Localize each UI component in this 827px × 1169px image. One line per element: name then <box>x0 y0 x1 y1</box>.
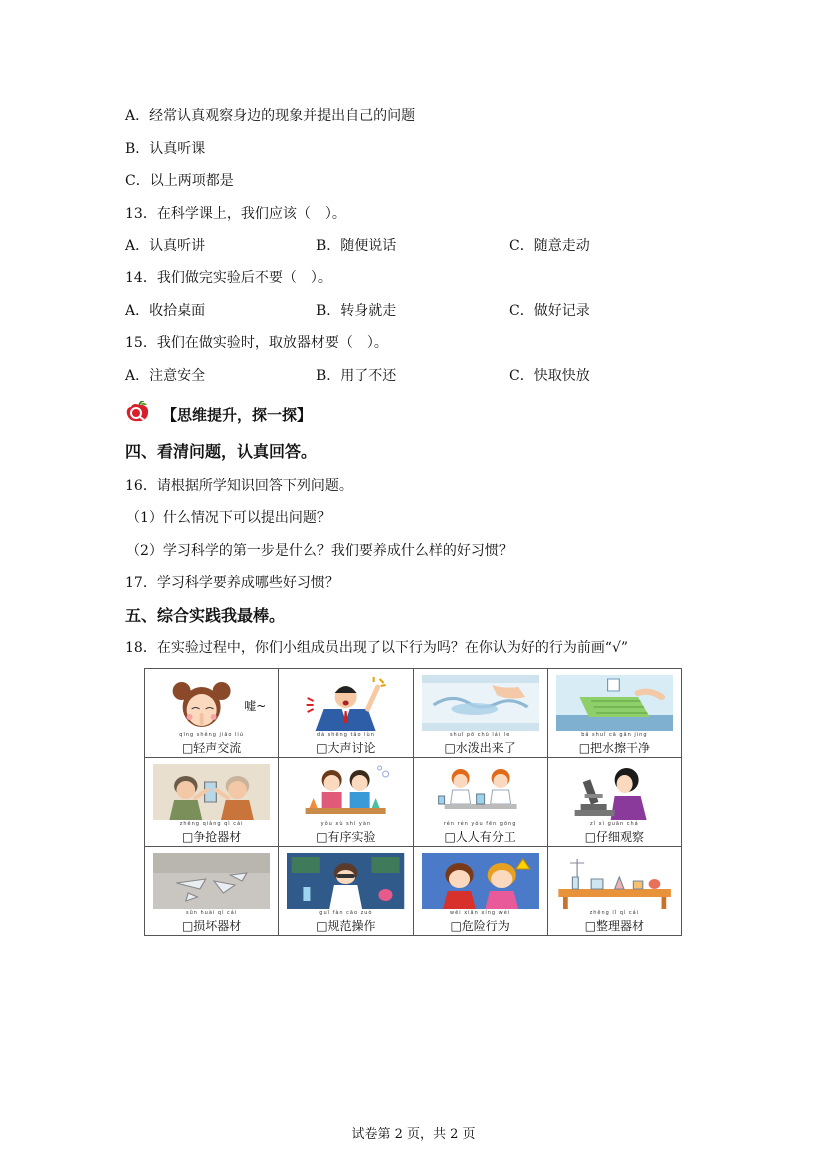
pinyin-label: zǐ xì guān chá <box>590 821 639 827</box>
danger-kids-icon <box>422 853 539 909</box>
grid-cell <box>413 669 547 758</box>
pinyin-label: zhēng qiǎng qì cái <box>179 821 244 827</box>
microscope-icon <box>556 764 673 820</box>
behavior-caption: □人人有分工 <box>444 830 516 844</box>
question-14: 14．我们做完实验后不要（ ）。 <box>125 270 332 286</box>
grid-cell <box>145 758 279 847</box>
q13-option-b: B．随便说话 <box>316 238 397 254</box>
q14-option-b: B．转身就走 <box>316 303 397 319</box>
wiping-table-icon <box>556 675 673 731</box>
shouting-man-icon <box>287 675 404 731</box>
q15-option-c: C．快取快放 <box>509 368 590 384</box>
q12-option-c: C．以上两项都是 <box>125 173 234 189</box>
grid-cell <box>413 758 547 847</box>
question-16-2: （2）学习科学的第一步是什么？我们要养成什么样的好习惯？ <box>126 543 513 559</box>
grid-cell <box>413 847 547 936</box>
grid-cell <box>279 758 413 847</box>
grid-cell <box>547 669 681 758</box>
question-13: 13．在科学课上，我们应该（ ）。 <box>125 206 346 222</box>
behavior-caption: □把水擦干净 <box>578 741 651 755</box>
pinyin-label: dà shēng tǎo lùn <box>316 732 375 738</box>
pinyin-label: qīng shēng jiāo liú <box>179 732 244 738</box>
behavior-caption: □争抢器材 <box>181 830 242 844</box>
teamwork-icon <box>422 764 539 820</box>
pinyin-label: zhěng lǐ qì cái <box>589 910 640 916</box>
behavior-caption: □整理器材 <box>584 919 645 933</box>
question-18: 18．在实验过程中，你们小组成员出现了以下行为吗？在你认为好的行为前画“√” <box>125 640 629 656</box>
q15-option-a: A．注意安全 <box>125 368 206 384</box>
whisper-bubble: 嘘~ <box>244 699 267 713</box>
behavior-caption: □大声讨论 <box>316 741 376 755</box>
grid-cell <box>145 669 279 758</box>
pinyin-label: yǒu xù shí yàn <box>320 821 372 827</box>
whisper-girl-icon <box>153 675 270 731</box>
behavior-caption: □水泼出来了 <box>444 741 516 755</box>
question-16: 16．请根据所学知识回答下列问题。 <box>125 478 353 494</box>
behavior-caption: □有序实验 <box>316 830 376 844</box>
question-15: 15．我们在做实验时，取放器材要（ ）。 <box>125 335 388 351</box>
behavior-grid <box>144 668 682 936</box>
pinyin-label: bǎ shuǐ cā gān jìng <box>581 732 648 738</box>
lab-operation-icon <box>287 853 404 909</box>
kids-experiment-icon <box>287 764 404 820</box>
behavior-caption: □仔细观察 <box>584 830 645 844</box>
grabbing-icon <box>153 764 270 820</box>
section-banner <box>124 403 312 425</box>
broken-glass-icon <box>153 853 270 909</box>
q13-option-c: C．随意走动 <box>509 238 590 254</box>
pinyin-label: wēi xiǎn xíng wéi <box>450 910 511 916</box>
question-16-1: （1）什么情况下可以提出问题？ <box>126 510 331 526</box>
apple-magnifier-icon <box>124 401 158 427</box>
behavior-caption: □规范操作 <box>316 919 376 933</box>
question-17: 17．学习科学要养成哪些好习惯？ <box>125 575 339 591</box>
grid-cell <box>279 847 413 936</box>
tidy-equipment-icon <box>556 853 673 909</box>
section-4-title: 四、看清问题，认真回答。 <box>125 442 318 461</box>
grid-cell <box>145 847 279 936</box>
q15-option-b: B．用了不还 <box>316 368 397 384</box>
grid-cell <box>547 758 681 847</box>
section-5-title: 五、综合实践我最棒。 <box>125 606 286 625</box>
banner-title: 【思维提升，探一探】 <box>162 405 313 424</box>
behavior-caption: □轻声交流 <box>181 741 242 755</box>
grid-cell <box>547 847 681 936</box>
pinyin-label: shuǐ pō chū lái le <box>449 732 511 738</box>
pinyin-label: sǔn huài qì cái <box>185 910 238 916</box>
q14-option-a: A．收拾桌面 <box>125 303 206 319</box>
q13-option-a: A．认真听讲 <box>125 238 206 254</box>
behavior-caption: □危险行为 <box>450 919 510 933</box>
page-footer: 试卷第 2 页，共 2 页 <box>351 1127 476 1142</box>
q12-option-b: B．认真听课 <box>125 141 206 157</box>
q12-option-a: A．经常认真观察身边的现象并提出自己的问题 <box>125 108 416 124</box>
pinyin-label: rén rén yǒu fēn gōng <box>443 821 517 827</box>
water-spill-icon <box>422 675 539 731</box>
grid-cell <box>279 669 413 758</box>
q14-option-c: C．做好记录 <box>509 303 590 319</box>
behavior-caption: □损坏器材 <box>181 919 242 933</box>
pinyin-label: guī fàn cāo zuò <box>319 910 373 916</box>
